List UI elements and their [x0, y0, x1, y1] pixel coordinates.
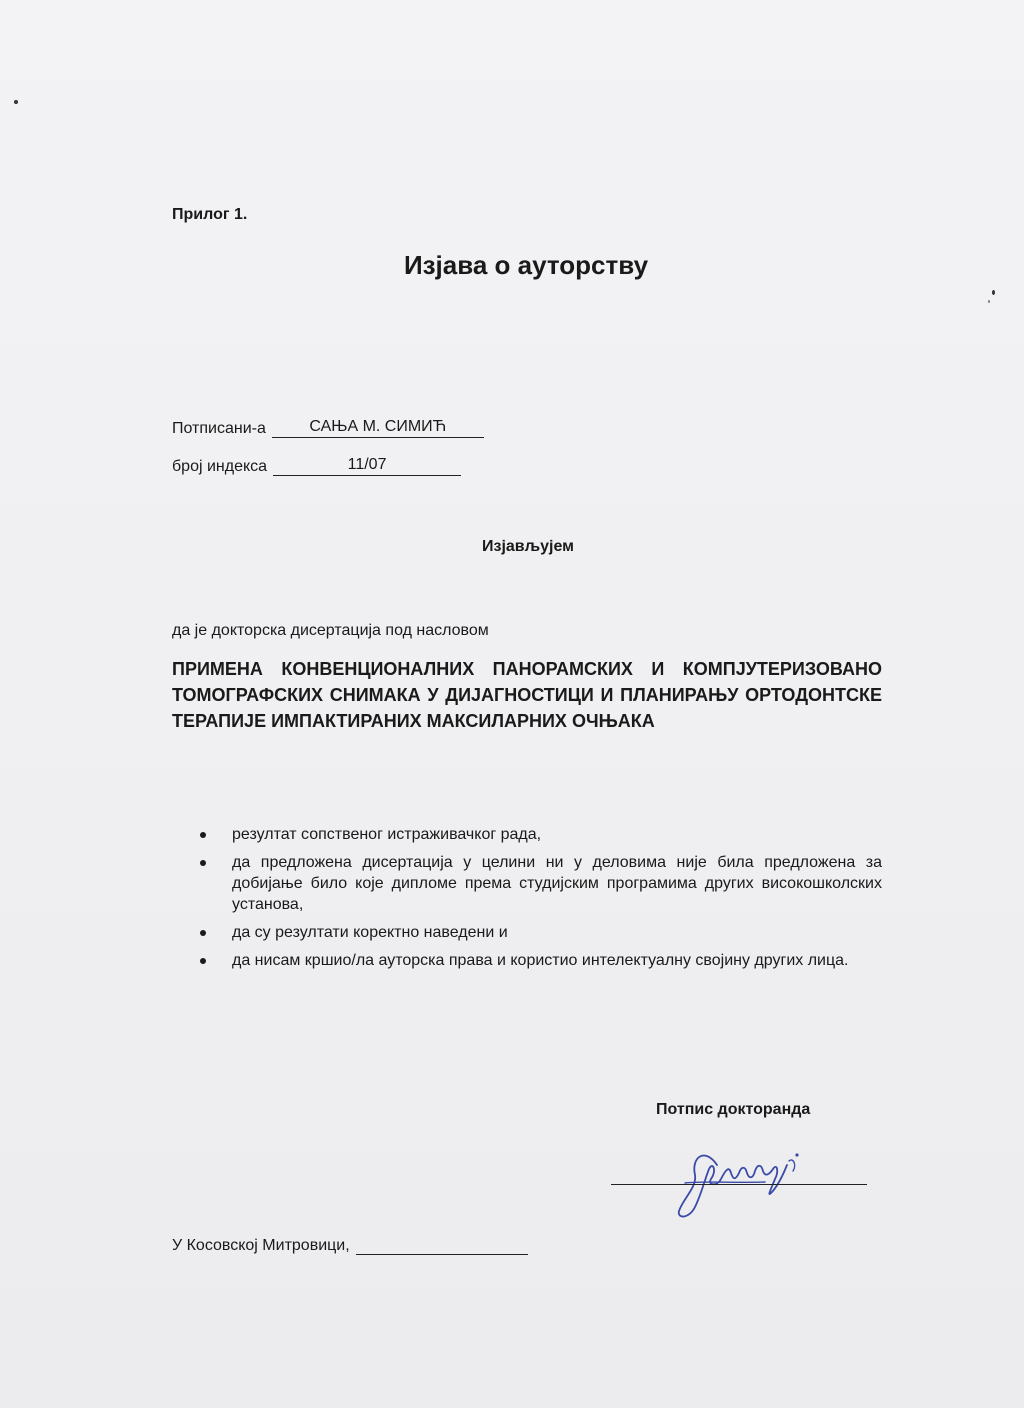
list-item [196, 852, 882, 915]
scan-speck [992, 290, 995, 295]
signed-row [172, 418, 484, 438]
bullet-icon [200, 958, 206, 964]
list-item-text: резултат сопственог истраживачког рада, [232, 826, 542, 843]
document-title: Изјава о ауторству [403, 250, 649, 280]
bullet-icon [200, 860, 206, 866]
signature-label: Потпис докторанда [656, 1101, 811, 1118]
index-label: број индекса [172, 458, 268, 475]
list-item-text: да предложена дисертација у целини ни у деловима није била предложена за добијање било које дипломе према студијским програмима других високошколских установа, [232, 854, 882, 913]
index-number-field: 11/07 [273, 456, 461, 476]
place-row [172, 1236, 528, 1255]
place-label: У Косовској Митровици, [172, 1237, 350, 1254]
list-item [196, 824, 882, 845]
scan-speck [14, 100, 18, 104]
signature-line [611, 1184, 867, 1185]
declare-heading: Изјављујем [482, 538, 574, 555]
list-item-text: да су резултати коректно наведени и [232, 924, 508, 941]
attachment-label: Прилог 1. [172, 206, 248, 223]
intro-text: да је докторска дисертација под насловом [172, 622, 489, 639]
signed-label: Потписани-а [172, 420, 266, 437]
signed-name-field: САЊА М. СИМИЋ [272, 418, 484, 438]
bullet-icon [200, 930, 206, 936]
handwritten-signature [665, 1135, 825, 1220]
index-row [172, 456, 461, 476]
thesis-title: ПРИМЕНА КОНВЕНЦИОНАЛНИХ ПАНОРАМСКИХ И КОМПЈУТЕРИЗОВАНО ТОМОГРАФСКИХ СНИМАКА У ДИЈАГНОСТИЦИ И ПЛАНИРАЊУ ОРТОДОНТСКЕ ТЕРАПИЈЕ ИМПАКТИРАНИХ МАКСИЛАРНИХ ОЧЊАКА [172, 659, 882, 731]
list-item [196, 950, 882, 971]
list-item-text: да нисам кршио/ла ауторска права и користио интелектуалну својину других лица. [232, 952, 849, 969]
declaration-list [196, 824, 882, 978]
date-blank-field [356, 1236, 528, 1255]
bullet-icon [200, 832, 206, 838]
scan-speck [988, 300, 990, 303]
list-item [196, 922, 882, 943]
